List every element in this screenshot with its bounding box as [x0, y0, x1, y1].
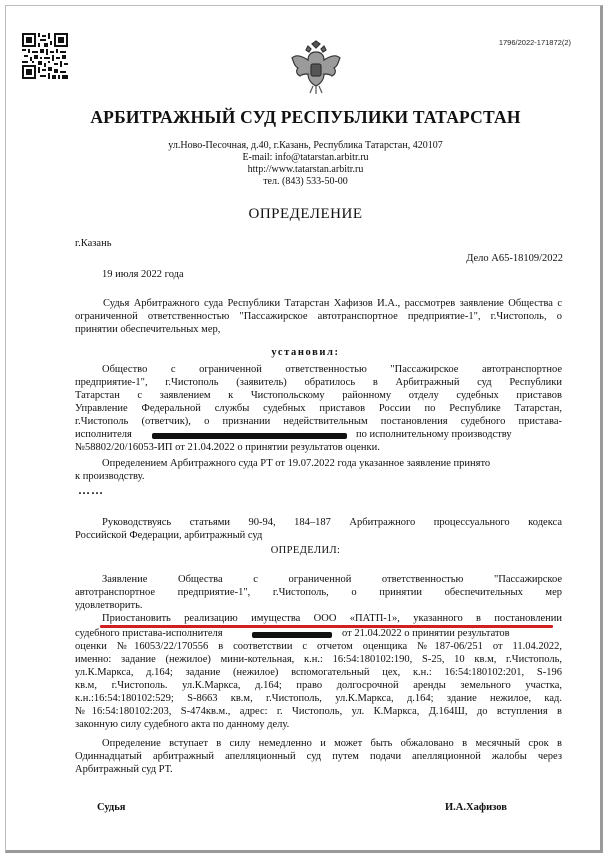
redacted-name-2 — [252, 632, 332, 638]
accepted-line-2: к производству. — [75, 471, 145, 482]
redacted-name — [152, 433, 347, 439]
coat-of-arms-icon — [288, 40, 344, 96]
decision1-line-3: удовлетворить. — [75, 600, 143, 611]
intro-paragraph: Судья Арбитражного суда Республики Татарстан Хафизов И.А., рассмотрев заявление Общества с ограниченной ответственностью "Пассажирское автотранспортное предприятие-1", г.Чистополь, о принятии обеспечительных мер, — [75, 298, 562, 335]
established-line-3: Татарстан с заявлением к Чистопольскому районному отделу судебных приставов — [75, 390, 562, 401]
decision1-line-2: автотранспортное предприятие-1", г.Чистополь, о принятии обеспечительных мер — [75, 587, 562, 598]
signature-role: Судья — [97, 802, 126, 813]
decision2-line-9: законную силу судебного акта по данному делу. — [75, 719, 290, 730]
decision2-line-3: оценки №16053/22/170556 в соответствии с отчетом оценщика №187-06/251 от 11.04.2022, — [75, 641, 562, 652]
omission-dots: …… — [78, 483, 104, 497]
established-line-6b: по исполнительному производству — [356, 429, 512, 440]
decided-heading: ОПРЕДЕЛИЛ: — [270, 545, 341, 556]
case-number: Дело А65-18109/2022 — [466, 253, 563, 264]
court-website: http://www.tatarstan.arbitr.ru — [247, 164, 364, 175]
decision3-line-3: Арбитражный суд РТ. — [75, 764, 173, 775]
decision1-line-1: Заявление Общества с ограниченной ответственностью "Пассажирское — [102, 574, 562, 585]
decision2-line-7: к.н.:16:54:180102:529; S-8663 кв.м, г.Чистополь, ул.К.Маркса, д.164; здание нежилое, кад. — [75, 693, 562, 704]
court-address: ул.Ново-Песочная, д.40, г.Казань, Республика Татарстан, 420107 — [168, 140, 443, 151]
established-heading: установил: — [271, 347, 340, 358]
established-line-1: Общество с ограниченной ответственностью "Пассажирское автотранспортное — [102, 364, 562, 375]
decision2-line-6: кв.м, г.Чистополь. ул.К.Маркса, д.164; право долгосрочной аренды земельного участка, — [75, 680, 562, 691]
established-line-2: предприятие-1", г.Чистополь (заявитель) обратилось в Арбитражный суд Республики — [75, 377, 562, 388]
established-line-4: Управление Федеральной службы судебных приставов России по Республике Татарстан, — [75, 403, 562, 414]
document-title: ОПРЕДЕЛЕНИЕ — [248, 206, 363, 222]
guided-line-2: Российской Федерации, арбитражный суд — [75, 530, 263, 541]
decision2-line-1: Приостановить реализацию имущества ООО «ПАТП-1», указанного в постановлении — [102, 613, 562, 624]
decision2-line-2a: судебного пристава-исполнителя — [75, 628, 223, 639]
accepted-line-1: Определением Арбитражного суда РТ от 19.07.2022 года указанное заявление принято — [102, 458, 491, 469]
established-line-7: №58802/20/16053-ИП от 21.04.2022 о принятии результатов оценки. — [75, 442, 380, 453]
established-line-6a: исполнителя — [75, 429, 132, 440]
court-email: E-mail: info@tatarstan.arbitr.ru — [242, 152, 369, 163]
decision3-line-2: Одиннадцатый арбитражный апелляционный суд путем подачи апелляционной жалобы через — [75, 751, 562, 762]
decision3-line-1: Определение вступает в силу немедленно и может быть обжаловано в месячный срок в — [102, 738, 562, 749]
decision2-line-4: именно: задание (нежилое) мини-котельная, к.н.: 16:54:180102:190, S-25, 10 кв.м, г.Чистополь, — [75, 654, 562, 665]
qr-code-icon — [22, 33, 68, 79]
decision2-line-8: №16:54:180102:203, S-474кв.м., адрес: г. Чистополь, ул. К.Маркса, Д.164Ш, до вступления в — [75, 706, 562, 717]
decision-date: 19 июля 2022 года — [102, 269, 184, 280]
city: г.Казань — [75, 238, 112, 249]
court-name: АРБИТРАЖНЫЙ СУД РЕСПУБЛИКИ ТАТАРСТАН — [90, 107, 521, 127]
signature-name: И.А.Хафизов — [445, 802, 507, 813]
document-number: 1796/2022-171872(2) — [498, 38, 571, 47]
established-line-5: г.Чистополь (ответчик), о признании недействительным постановления судебного пристава- — [75, 416, 562, 427]
decision2-line-5: ул.К.Маркса, д.164; задание (нежилое) вспомогательный цех, к.н.: 16:54:180102:201, S-196 — [75, 667, 562, 678]
decision2-line-2b: от 21.04.2022 о принятии результатов — [342, 628, 510, 639]
court-phone: тел. (843) 533-50-00 — [263, 176, 348, 187]
guided-line-1: Руководствуясь статьями 90-94, 184–187 Арбитражного процессуального кодекса — [102, 517, 562, 528]
